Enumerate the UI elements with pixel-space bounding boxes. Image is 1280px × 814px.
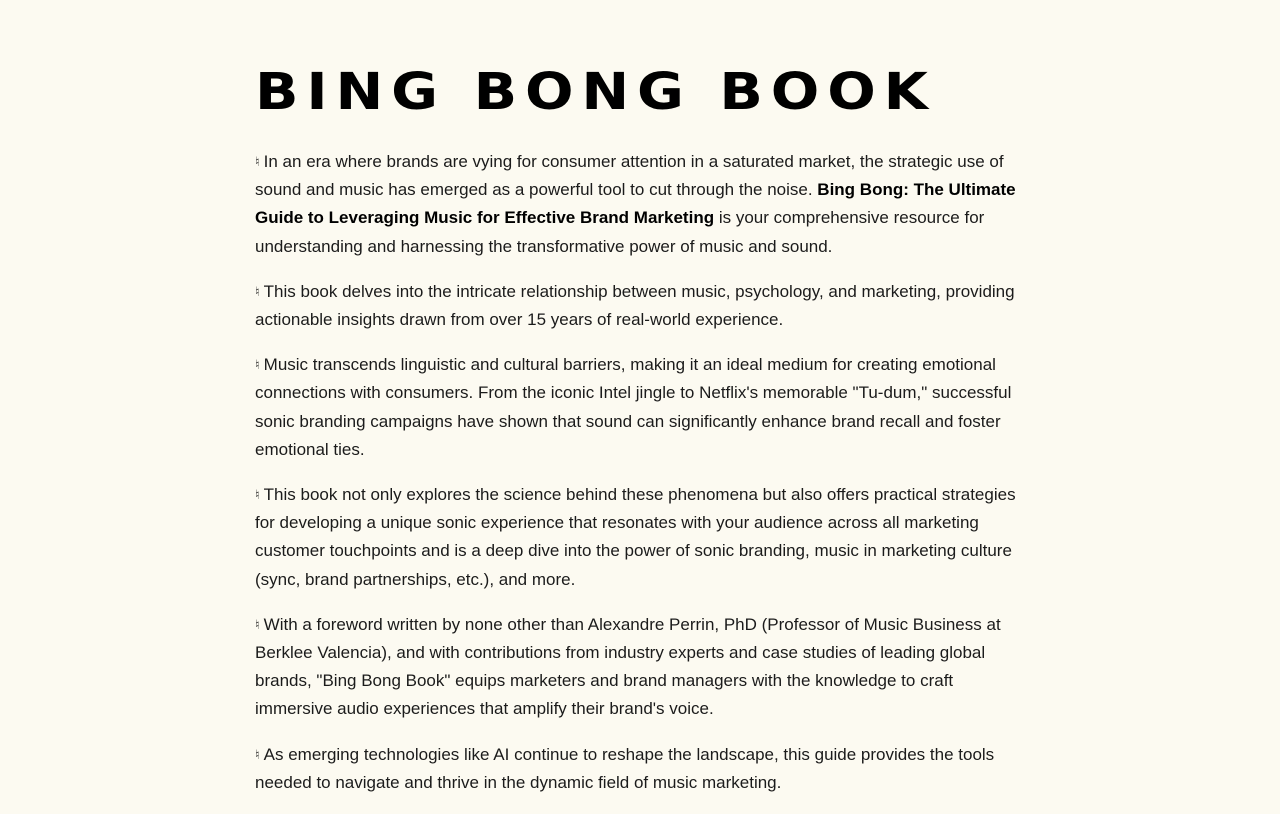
paragraph-text: With a foreword written by none other than Alexandre Perrin, PhD (Professor of Music Business at Berklee Valencia), and with contributions from industry experts and case studies of leading global brands, "Bing Bong Book" equips marketers and brand managers with the knowledge to craft immersive audio experiences that amplify their brand's voice. [255, 614, 1001, 719]
body-paragraph [255, 278, 1035, 334]
body-paragraph [255, 351, 1035, 464]
paragraph-text: Music transcends linguistic and cultural barriers, making it an ideal medium for creating emotional connections with consumers. From the iconic Intel jingle to Netflix's memorable "Tu-dum," successful sonic branding campaigns have shown that sound can significantly enhance brand recall and foster emotional ties. [255, 355, 1012, 459]
natural-sign-icon: ♮ [255, 616, 260, 632]
body-paragraph [255, 481, 1035, 594]
page-content [255, 62, 1035, 814]
natural-sign-icon: ♮ [255, 283, 260, 299]
paragraph-text: In an era where brands are vying for consumer attention in a saturated market, the strategic use of sound and music has emerged as a powerful tool to cut through the noise. [255, 152, 1004, 200]
page-title: BING BONG BOOK [255, 63, 936, 122]
intro-paragraph [255, 148, 1035, 261]
paragraph-text: is your comprehensive resource for understanding and harnessing the transformative power of music and sound. [255, 208, 985, 256]
paragraph-text: This book not only explores the science behind these phenomena but also offers practical strategies for developing a unique sonic experience that resonates with your audience across all marketing customer touchpoints and is a deep dive into the power of sonic branding, music in marketing culture (sync, brand partnerships, etc.), and more. [255, 485, 1016, 589]
natural-sign-icon: ♮ [255, 746, 260, 762]
body-paragraph [255, 741, 1035, 797]
book-full-title: Bing Bong: The Ultimate Guide to Leveraging Music for Effective Brand Marketing [255, 180, 1016, 228]
paragraph-text: This book delves into the intricate relationship between music, psychology, and marketing, providing actionable insights drawn from over 15 years of real-world experience. [255, 281, 1015, 330]
natural-sign-icon: ♮ [255, 487, 260, 503]
natural-sign-icon: ♮ [255, 154, 260, 169]
body-paragraph [255, 611, 1035, 724]
natural-sign-icon: ♮ [255, 357, 260, 373]
paragraph-text: As emerging technologies like AI continue to reshape the landscape, this guide provides the tools needed to navigate and thrive in the dynamic field of music marketing. [255, 744, 995, 792]
